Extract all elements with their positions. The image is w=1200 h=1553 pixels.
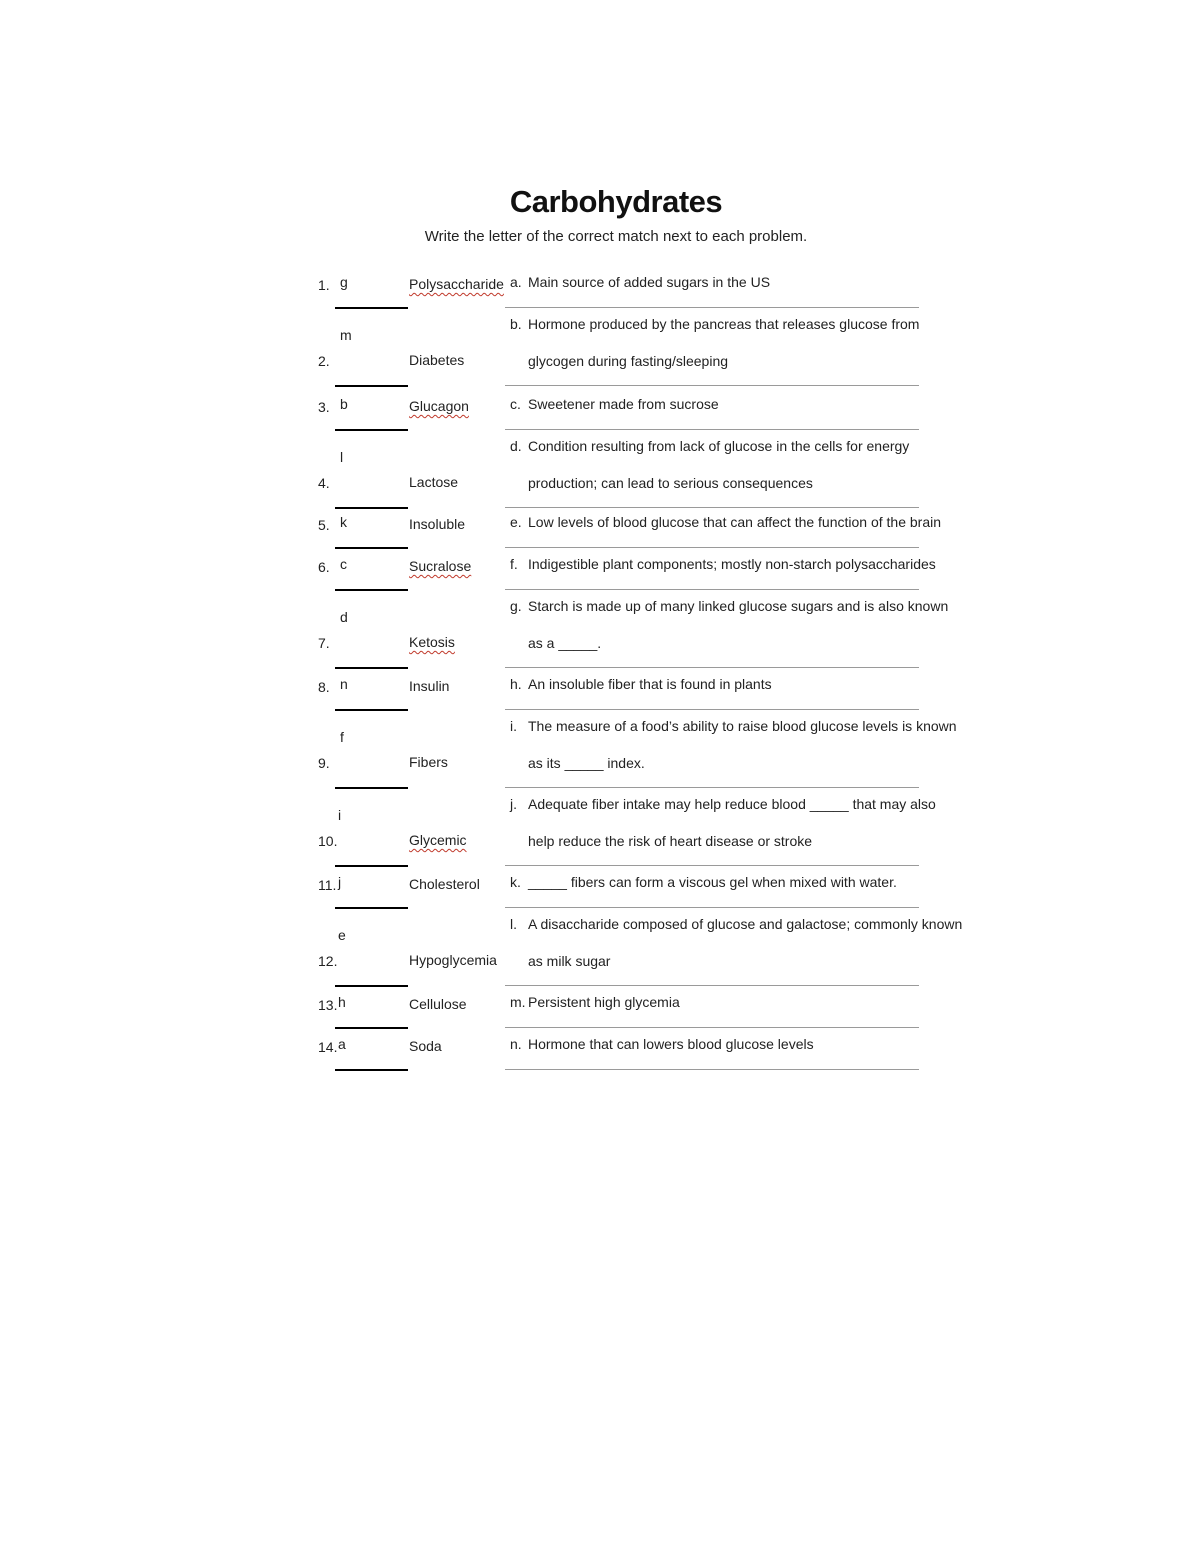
row-divider — [505, 667, 919, 668]
definition-letter: l. — [510, 916, 517, 932]
row-divider — [505, 709, 919, 710]
answer-letter[interactable]: c — [340, 556, 347, 572]
definition-letter: f. — [510, 556, 518, 572]
answer-letter[interactable]: i — [338, 807, 342, 823]
definition-line-1 — [510, 874, 897, 890]
answer-letter[interactable]: h — [338, 994, 346, 1010]
problem-number: 9. — [318, 755, 330, 771]
definition-line-1 — [510, 1036, 814, 1052]
answer-letter[interactable]: m — [340, 327, 352, 343]
instructions: Write the letter of the correct match next to each problem. — [424, 228, 808, 245]
definition-text: _____ fibers can form a viscous gel when mixed with water. — [528, 874, 897, 890]
definition-text: Starch is made up of many linked glucose sugars and is also known — [528, 598, 949, 614]
definition-line-1 — [510, 598, 948, 614]
problem-number: 5. — [318, 517, 330, 533]
definition — [510, 994, 920, 1024]
definition-line-2: as a _____. — [528, 635, 602, 651]
answer-blank-line[interactable] — [335, 589, 408, 591]
answer-letter[interactable]: j — [338, 874, 342, 890]
definition — [510, 396, 920, 426]
term: Lactose — [409, 474, 459, 490]
definition-letter: n. — [510, 1036, 522, 1052]
problem-number: 10. — [318, 833, 338, 849]
answer-blank-line[interactable] — [335, 1069, 408, 1071]
page-title: Carbohydrates — [509, 184, 723, 219]
problem-number: 4. — [318, 475, 330, 491]
term: Glucagon — [409, 398, 469, 414]
problem-number: 8. — [318, 679, 330, 695]
row-divider — [505, 547, 919, 548]
answer-blank-line[interactable] — [335, 667, 408, 669]
answer-blank-line[interactable] — [335, 1027, 408, 1029]
definition-line-1 — [510, 514, 941, 530]
definition-letter: g. — [510, 598, 522, 614]
definition — [510, 796, 936, 866]
answer-letter[interactable]: n — [340, 676, 348, 692]
answer-letter[interactable]: g — [340, 274, 348, 290]
definition-text: Hormone produced by the pancreas that releases glucose from — [528, 316, 920, 332]
definition-line-1 — [510, 994, 680, 1010]
row-divider — [505, 589, 919, 590]
answer-blank-line[interactable] — [335, 907, 408, 909]
problem-number: 11. — [318, 877, 337, 893]
definition-text: Hormone that can lowers blood glucose levels — [528, 1036, 814, 1052]
row-divider — [505, 507, 919, 508]
row-divider — [505, 985, 919, 986]
problem-number: 2. — [318, 353, 330, 369]
answer-letter[interactable]: k — [340, 514, 347, 530]
answer-letter[interactable]: l — [340, 449, 344, 465]
term: Sucralose — [409, 558, 472, 574]
term: Polysaccharide — [409, 276, 504, 292]
definition — [510, 676, 920, 706]
answer-letter[interactable]: e — [338, 927, 346, 943]
row-divider — [505, 429, 919, 430]
definition — [510, 916, 963, 986]
term: Cholesterol — [409, 876, 480, 892]
problem-number: 1. — [318, 277, 330, 293]
definition-text: Condition resulting from lack of glucose in the cells for energy — [528, 438, 910, 454]
problem-number: 14. — [318, 1039, 338, 1055]
problem-number: 13. — [318, 997, 338, 1013]
definition — [510, 1036, 920, 1066]
definition-line-1 — [510, 796, 936, 812]
row-divider — [505, 1069, 919, 1070]
problem-number: 3. — [318, 399, 330, 415]
row-divider — [505, 1027, 919, 1028]
definition-line-1 — [510, 718, 957, 734]
definition-text: An insoluble fiber that is found in plants — [528, 676, 772, 692]
answer-blank-line[interactable] — [335, 507, 408, 509]
definition — [510, 514, 942, 544]
definition-line-1 — [510, 396, 719, 412]
definition-text: Adequate fiber intake may help reduce blood _____ that may also — [528, 796, 936, 812]
answer-blank-line[interactable] — [335, 385, 408, 387]
definition — [510, 718, 957, 788]
definition-text: A disaccharide composed of glucose and galactose; commonly known — [528, 916, 963, 932]
row-divider — [505, 787, 919, 788]
definition — [510, 438, 920, 508]
definition-line-2: as milk sugar — [528, 953, 611, 969]
definition-letter: e. — [510, 514, 522, 530]
definition-text: Low levels of blood glucose that can affect the function of the brain — [528, 514, 942, 530]
term: Insoluble — [409, 516, 466, 532]
definition-text: The measure of a food’s ability to raise blood glucose levels is known — [528, 718, 957, 734]
problem-number: 7. — [318, 635, 330, 651]
problem-number: 12. — [318, 953, 338, 969]
term: Ketosis — [409, 634, 455, 650]
definition-line-1 — [510, 438, 909, 454]
definition — [510, 874, 920, 904]
definition-line-1 — [510, 274, 770, 290]
row-divider — [505, 865, 919, 866]
answer-blank-line[interactable] — [335, 547, 408, 549]
term: Insulin — [409, 678, 450, 694]
definition-line-2: glycogen during fasting/sleeping — [528, 353, 729, 369]
answer-letter[interactable]: a — [338, 1036, 346, 1052]
term: Cellulose — [409, 996, 467, 1012]
definition-text: Sweetener made from sucrose — [528, 396, 719, 412]
answer-letter[interactable]: f — [340, 729, 344, 745]
answer-letter[interactable]: d — [340, 609, 348, 625]
term: Hypoglycemia — [409, 952, 497, 968]
definition-letter: a. — [510, 274, 522, 290]
definition-letter: b. — [510, 316, 522, 332]
definition-letter: i. — [510, 718, 517, 734]
definition-line-2: help reduce the risk of heart disease or stroke — [528, 833, 813, 849]
answer-blank-line[interactable] — [335, 787, 408, 789]
definition-letter: d. — [510, 438, 522, 454]
term: Diabetes — [409, 352, 465, 368]
definition-line-1 — [510, 676, 772, 692]
definition-text: Indigestible plant components; mostly non-starch polysaccharides — [528, 556, 936, 572]
definition-text: Main source of added sugars in the US — [528, 274, 771, 290]
definition-letter: k. — [510, 874, 521, 890]
definition — [510, 556, 936, 586]
definition — [510, 316, 920, 386]
term: Glycemic — [409, 832, 467, 848]
term: Soda — [409, 1038, 442, 1054]
answer-blank-line[interactable] — [335, 429, 408, 431]
term: Fibers — [409, 754, 448, 770]
definition-line-1 — [510, 316, 919, 332]
definition-line-1 — [510, 916, 962, 932]
answer-blank-line[interactable] — [335, 307, 408, 309]
row-divider — [505, 307, 919, 308]
definition-line-2: as its _____ index. — [528, 755, 645, 771]
answer-blank-line[interactable] — [335, 865, 408, 867]
answer-blank-line[interactable] — [335, 709, 408, 711]
row-divider — [505, 907, 919, 908]
definition-text: Persistent high glycemia — [528, 994, 680, 1010]
answer-letter[interactable]: b — [340, 396, 348, 412]
definition-line-2: production; can lead to serious consequences — [528, 475, 813, 491]
definition-letter: m. — [510, 994, 526, 1010]
definition — [510, 598, 949, 668]
answer-blank-line[interactable] — [335, 985, 408, 987]
row-divider — [505, 385, 919, 386]
definition-line-1 — [510, 556, 936, 572]
definition-letter: h. — [510, 676, 522, 692]
problem-number: 6. — [318, 559, 330, 575]
definition-letter: c. — [510, 396, 521, 412]
definition-letter: j. — [510, 796, 517, 812]
definition — [510, 274, 920, 304]
